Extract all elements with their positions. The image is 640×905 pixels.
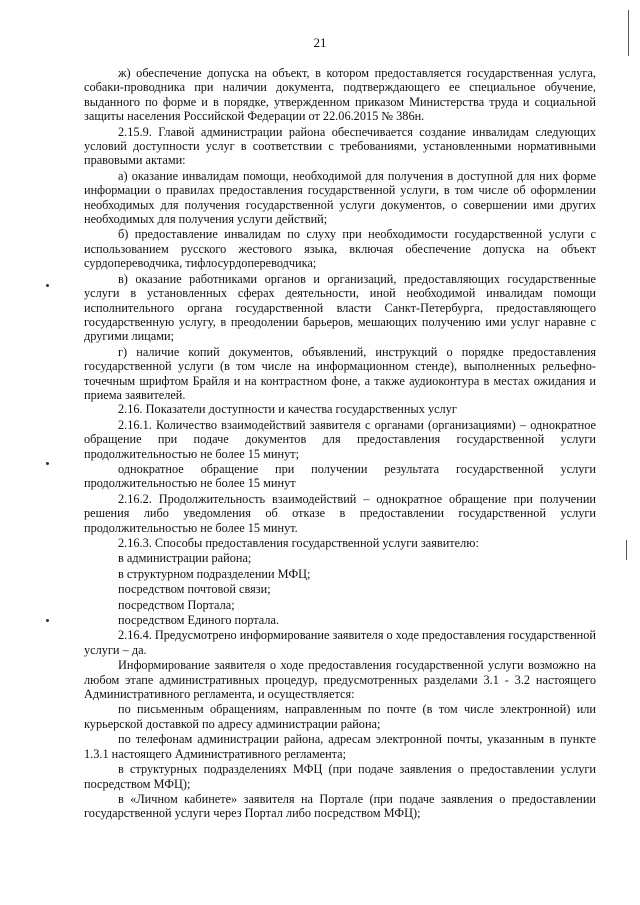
paragraph-mfc: в структурных подразделениях МФЦ (при подаче заявления о предоставлении услуги посредством МФЦ);: [84, 762, 596, 791]
paragraph-2-16-1: 2.16.1. Количество взаимодействий заявителя с органами (организациями) – однократное обращение при подаче документов для предоставления государственной услуги продолжительностью не более 15 минут;: [84, 417, 596, 461]
paragraph-b: б) предоставление инвалидам по слуху при необходимости государственной услуги с использованием русского жестового языка, включая обеспечение допуска на объект сурдопереводчика, тифлосурдопереводчика;: [84, 227, 596, 271]
document-body: [84, 66, 596, 821]
paragraph-zh: ж) обеспечение допуска на объект, в котором предоставляется государственная услуга, собаки-проводника при наличии документа, подтверждающего ее специальное обучение, выданного по форме и в порядке, утвержденном приказом Министерства труда и социальной защиты населения Российской Федерации от 22.06.2015 № 386н.: [84, 66, 596, 124]
paragraph-one-time-result: однократное обращение при получении результата государственной услуги продолжительностью не более 15 минут: [84, 461, 596, 491]
paragraph-2-16-3: 2.16.3. Способы предоставления государственной услуги заявителю:: [118, 536, 479, 550]
page-number: 21: [313, 35, 327, 50]
paragraph-2-15-9: 2.15.9. Главой администрации района обеспечивается создание инвалидам следующих условий доступности услуг в соответствии с требованиями, установленными нормативными правовыми актами:: [84, 124, 596, 168]
list-item: в администрации района;: [118, 551, 252, 566]
paragraph-v: в) оказание работниками органов и организаций, предоставляющих государственные услуги в установленных сферах деятельности, иной необходимой инвалидам помощи исполнительного органа государственной власти Санкт-Петербурга, предоставляющего государственную услугу, в преодолении барьеров, мешающих получению ими услуг наравне с другими лицами;: [84, 271, 596, 344]
scan-speck: [46, 619, 49, 622]
heading-2-16: 2.16. Показатели доступности и качества государственных услуг: [118, 402, 457, 417]
scan-speck: [46, 284, 49, 287]
list-item: посредством Единого портала.: [118, 613, 280, 628]
scan-edge-line: [626, 540, 627, 560]
list-item: в структурном подразделении МФЦ;: [118, 566, 311, 581]
paragraph-a: а) оказание инвалидам помощи, необходимой для получения в доступной для них форме информации о правилах предоставления государственной услуги, в том числе об оформлении необходимых для получения государственной услуги документов, о совершении ими других необходимых для получения услуги действий;: [84, 168, 596, 227]
list-item: посредством Портала;: [118, 597, 235, 612]
paragraph-2-16-2: 2.16.2. Продолжительность взаимодействий – однократное обращение при получении решения либо уведомления об отказе в предоставлении государственной услуги продолжительностью не более 15 минут.: [84, 491, 596, 535]
list-item: посредством почтовой связи;: [118, 582, 271, 597]
paragraph-2-16-4: 2.16.4. Предусмотрено информирование заявителя о ходе предоставления государственной услуги – да.: [84, 628, 596, 657]
paragraph-g: г) наличие копий документов, объявлений, инструкций о порядке предоставления государственной услуги (в том числе на информационном стенде), выполненных рельефно-точечным шрифтом Брайля и на контрастном фоне, а также аудиоконтура в местах ожидания и приема заявителей.: [84, 344, 596, 402]
paragraph-personal-cabinet: в «Личном кабинете» заявителя на Портале (при подаче заявления о предоставлении государственной услуги через Портал либо посредством МФЦ);: [84, 791, 596, 821]
paragraph-written-requests: по письменным обращениям, направленным по почте (в том числе электронной) или курьерской доставкой по адресу администрации района;: [84, 702, 596, 731]
paragraph-phones: по телефонам администрации района, адресам электронной почты, указанным в пункте 1.3.1 настоящего Административного регламента;: [84, 732, 596, 761]
paragraph-informing: Информирование заявителя о ходе предоставления государственной услуги возможно на любом этапе административных процедур, предусмотренных разделами 3.1 - 3.2 настоящего Административного регламента, и осуществляется:: [84, 658, 596, 702]
scan-edge-line: [628, 10, 629, 56]
scan-speck: [46, 462, 49, 465]
